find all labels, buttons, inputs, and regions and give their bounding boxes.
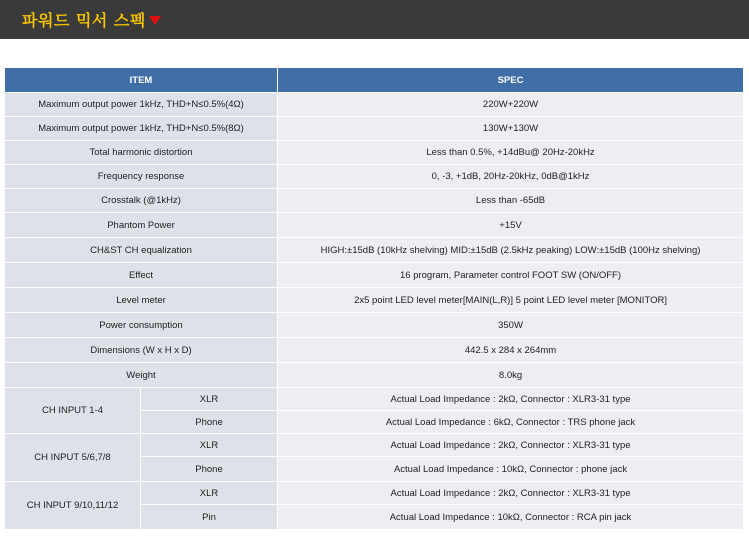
input-type-cell: Pin — [141, 505, 278, 530]
spec-cell: 8.0kg — [278, 363, 744, 388]
table-header-row — [5, 68, 744, 93]
spec-cell: 220W+220W — [278, 93, 744, 117]
item-cell: CH&ST CH equalization — [5, 238, 278, 263]
item-cell: Total harmonic distortion — [5, 141, 278, 165]
spec-cell: 2x5 point LED level meter[MAIN(L,R)] 5 point LED level meter [MONITOR] — [278, 288, 744, 313]
item-cell: Dimensions (W x H x D) — [5, 338, 278, 363]
header-bar — [0, 0, 749, 39]
table-row — [5, 434, 744, 457]
table-row — [5, 363, 744, 388]
spec-cell: Less than -65dB — [278, 189, 744, 213]
spec-cell: 0, -3, +1dB, 20Hz-20kHz, 0dB@1kHz — [278, 165, 744, 189]
spec-cell: Actual Load Impedance : 10kΩ, Connector : RCA pin jack — [278, 505, 744, 530]
table-row — [5, 165, 744, 189]
input-type-cell: Phone — [141, 411, 278, 434]
table-row — [5, 141, 744, 165]
spec-cell: Actual Load Impedance : 10kΩ, Connector : phone jack — [278, 457, 744, 482]
item-cell: Maximum output power 1kHz, THD+N≤0.5%(8Ω) — [5, 117, 278, 141]
item-cell: Level meter — [5, 288, 278, 313]
table-row — [5, 388, 744, 411]
spec-cell: HIGH:±15dB (10kHz shelving) MID:±15dB (2.5kHz peaking) LOW:±15dB (100Hz shelving) — [278, 238, 744, 263]
input-type-cell: XLR — [141, 388, 278, 411]
table-row — [5, 338, 744, 363]
spec-cell: +15V — [278, 213, 744, 238]
spec-cell: 16 program, Parameter control FOOT SW (ON/OFF) — [278, 263, 744, 288]
item-cell: Crosstalk (@1kHz) — [5, 189, 278, 213]
table-row — [5, 238, 744, 263]
table-row — [5, 482, 744, 505]
group-name-cell: CH INPUT 9/10,11/12 — [5, 482, 141, 530]
item-cell: Effect — [5, 263, 278, 288]
table-row — [5, 117, 744, 141]
group-name-cell: CH INPUT 5/6,7/8 — [5, 434, 141, 482]
spec-cell: 130W+130W — [278, 117, 744, 141]
item-cell: Phantom Power — [5, 213, 278, 238]
table-row — [5, 263, 744, 288]
input-type-cell: XLR — [141, 482, 278, 505]
input-type-cell: XLR — [141, 434, 278, 457]
page-title: 파워드 믹서 스펙 — [22, 11, 146, 30]
table-row — [5, 213, 744, 238]
column-header-item: ITEM — [5, 68, 278, 93]
spec-cell: Actual Load Impedance : 2kΩ, Connector : XLR3-31 type — [278, 482, 744, 505]
spec-cell: Actual Load Impedance : 2kΩ, Connector : XLR3-31 type — [278, 434, 744, 457]
item-cell: Power consumption — [5, 313, 278, 338]
input-type-cell: Phone — [141, 457, 278, 482]
table-row — [5, 288, 744, 313]
item-cell: Maximum output power 1kHz, THD+N≤0.5%(4Ω) — [5, 93, 278, 117]
column-header-spec: SPEC — [278, 68, 744, 93]
spec-cell: 350W — [278, 313, 744, 338]
spec-cell: 442.5 x 284 x 264mm — [278, 338, 744, 363]
table-row — [5, 189, 744, 213]
item-cell: Frequency response — [5, 165, 278, 189]
item-cell: Weight — [5, 363, 278, 388]
spec-cell: Actual Load Impedance : 2kΩ, Connector : XLR3-31 type — [278, 388, 744, 411]
spec-cell: Actual Load Impedance : 6kΩ, Connector : TRS phone jack — [278, 411, 744, 434]
table-row — [5, 93, 744, 117]
group-name-cell: CH INPUT 1-4 — [5, 388, 141, 434]
spec-cell: Less than 0.5%, +14dBu@ 20Hz-20kHz — [278, 141, 744, 165]
table-row — [5, 313, 744, 338]
down-triangle-icon — [149, 16, 161, 25]
spec-table — [5, 68, 744, 530]
